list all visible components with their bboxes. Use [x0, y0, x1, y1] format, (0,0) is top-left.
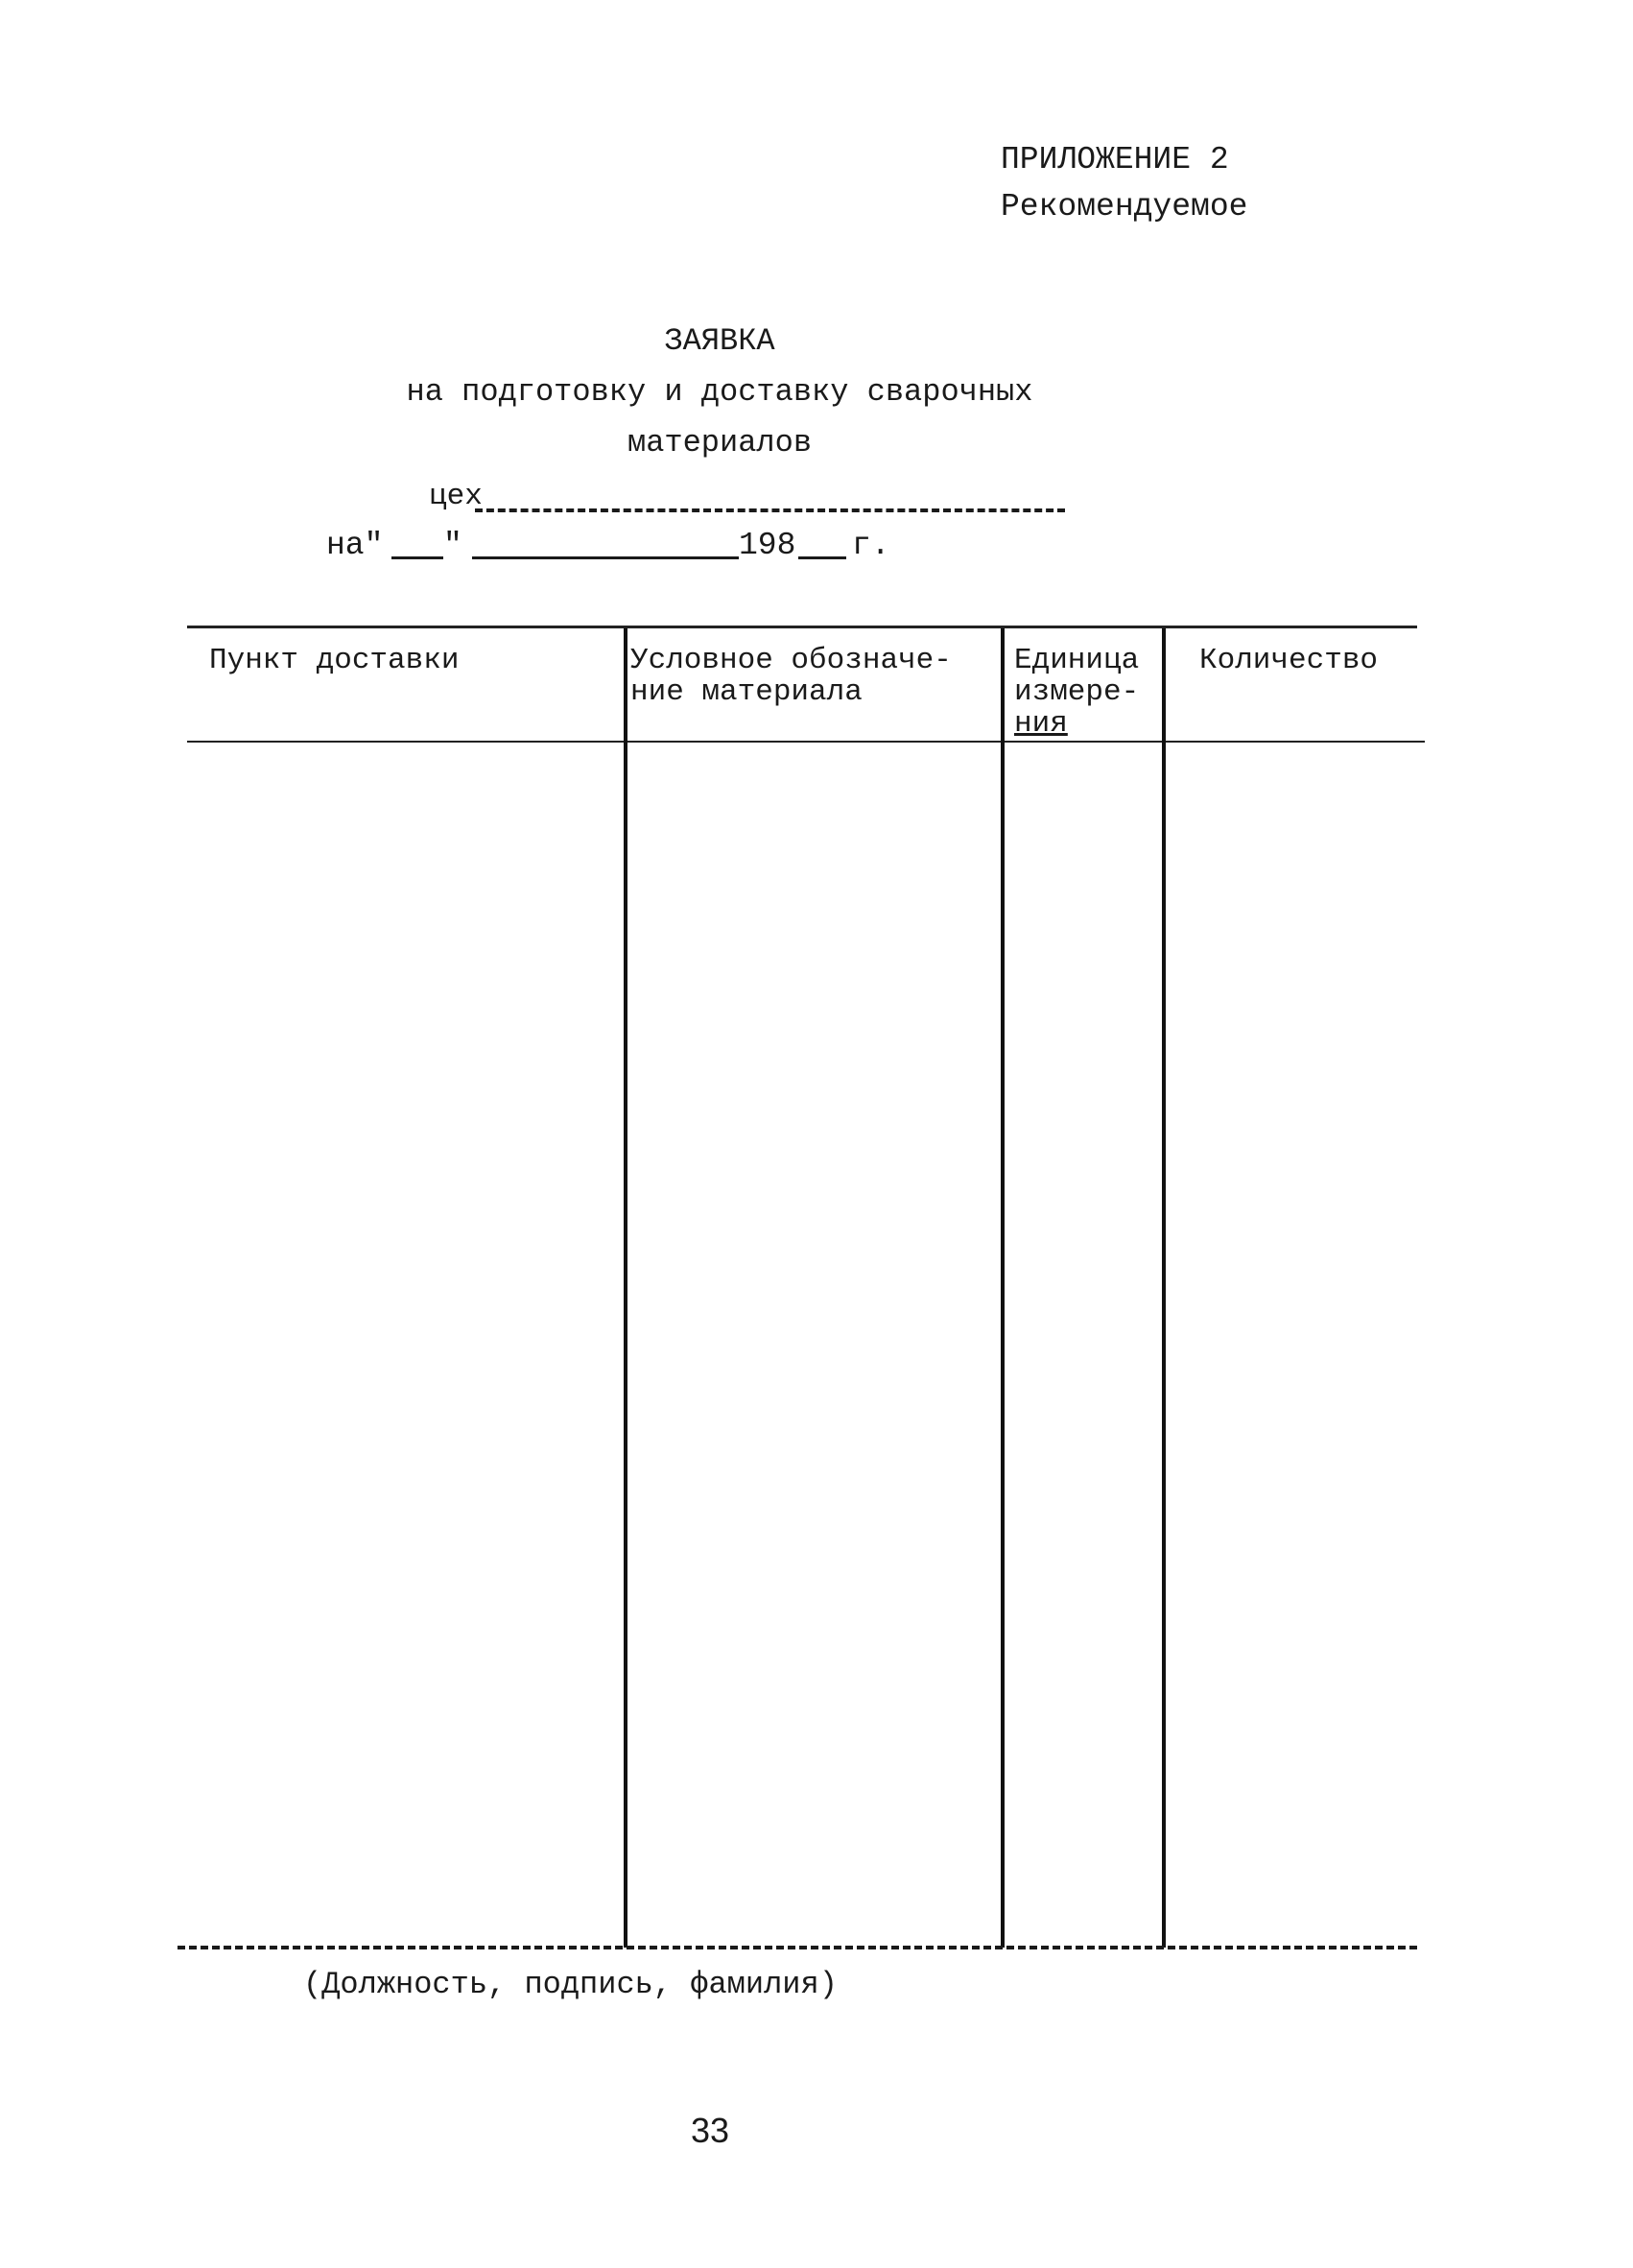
column-divider-1: [624, 628, 627, 1948]
date-quote: ": [443, 528, 462, 563]
column-header-quantity: Количество: [1199, 644, 1379, 677]
column-header-unit: Единица измере- ния: [1014, 644, 1140, 741]
shop-label: цех: [429, 480, 483, 513]
date-year-field: [798, 556, 846, 559]
form-subtitle-line1: на подготовку и доставку сварочных: [406, 374, 1033, 410]
form-title: ЗАЯВКА: [664, 323, 775, 359]
date-day-field: [391, 556, 443, 559]
date-year-suffix: г.: [852, 528, 890, 563]
column-divider-2: [1001, 628, 1005, 1948]
date-year-label: 198: [739, 528, 796, 563]
date-month-field: [472, 556, 739, 559]
date-prefix: на": [326, 528, 384, 563]
appendix-subtitle: Рекомендуемое: [1001, 189, 1248, 224]
page-number: 33: [690, 2111, 730, 2150]
table-header-rule: [187, 741, 1425, 743]
appendix-title: ПРИЛОЖЕНИЕ 2: [1001, 142, 1229, 177]
table-bottom-dashed-rule: [178, 1946, 1417, 1949]
column-header-delivery-point: Пункт доставки: [209, 644, 460, 677]
form-subtitle-line2: материалов: [627, 425, 813, 461]
column-divider-3: [1162, 628, 1166, 1948]
signature-caption: (Должность, подпись, фамилия): [303, 1967, 838, 2002]
column-header-material-designation: Условное обозначе- ние материала: [630, 644, 952, 709]
table-top-rule: [187, 626, 1417, 628]
shop-field: [475, 508, 1065, 512]
